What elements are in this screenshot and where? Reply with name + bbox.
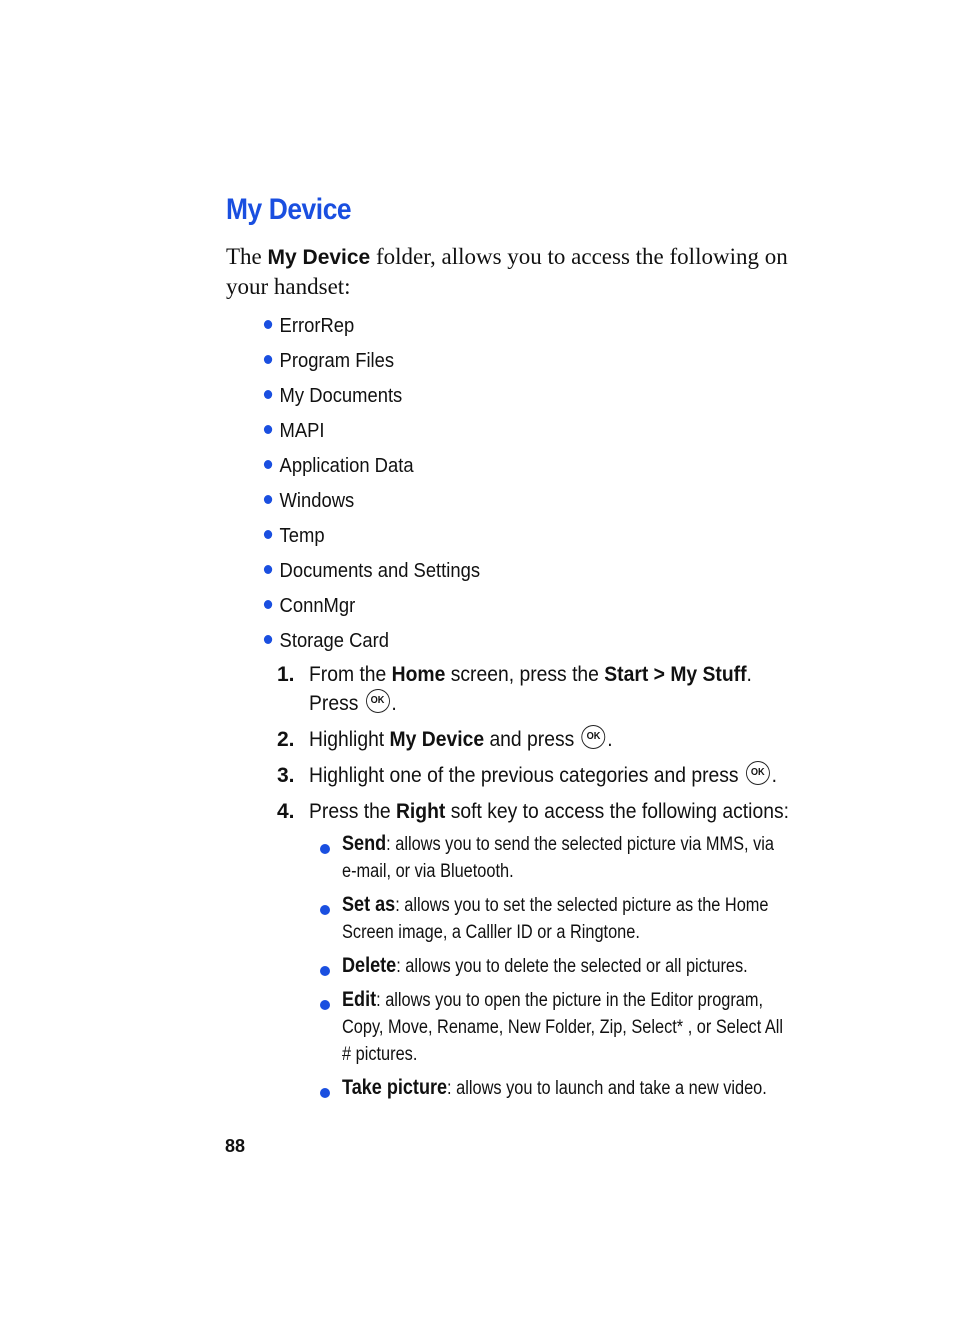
folder-label: Program Files [279,350,395,372]
action-edit [318,986,818,1068]
folder-label: Temp [279,525,325,547]
step-text-part: Highlight [309,728,390,751]
bullet-icon [264,355,272,364]
step-text-part: and press [484,728,580,751]
step-list [277,660,817,833]
folder-label: Documents and Settings [279,560,481,582]
action-delete [318,952,818,980]
step-bold: Right [395,800,446,823]
action-desc: : allows you to set the selected picture as the Home Screen image, a Calller ID or a Ringtone. [342,895,769,943]
action-term: Delete [342,954,397,977]
action-text [342,986,789,1068]
bullet-icon [264,600,272,609]
bullet-icon [320,966,330,976]
action-desc: : allows you to launch and take a new video. [447,1078,767,1099]
bullet-icon [264,390,272,399]
folder-label: Storage Card [279,630,390,652]
bullet-icon [264,565,272,574]
step-text-part: . [607,728,613,751]
bullet-icon [320,1088,330,1098]
list-item [263,626,480,661]
step-bold: Home [391,663,446,686]
action-desc: : allows you to send the selected picture via MMS, via e-mail, or via Bluetooth. [342,834,774,882]
folder-label: My Documents [279,385,403,407]
action-text [342,1074,789,1102]
list-item [263,451,480,486]
step-text-part: . Press [309,663,752,715]
bullet-icon [264,425,272,434]
ok-key-icon: OK [366,689,390,713]
step-text [309,797,806,826]
step-text-part: . [391,692,397,715]
list-item [263,521,480,556]
intro-paragraph [226,242,806,301]
step-number: 1. [277,663,295,686]
action-desc: : allows you to delete the selected or all pictures. [396,956,748,977]
folder-label: MAPI [279,420,325,442]
list-item [263,416,480,451]
bullet-icon [320,844,330,854]
bullet-icon [264,530,272,539]
step-text-part: Press the [309,800,396,823]
ok-key-icon: OK [582,725,606,749]
step-text-part: soft key to access the following actions: [445,800,789,823]
action-text [342,952,789,980]
bullet-icon [264,495,272,504]
step-text-part: . [771,764,777,787]
intro-before: The [226,244,268,269]
action-send [318,830,818,885]
folder-label: ErrorRep [279,315,355,337]
action-term: Send [342,832,387,855]
folder-label: ConnMgr [279,595,356,617]
intro-after: folder, allows you to access the following on your handset: [226,244,788,299]
step-1 [277,660,817,718]
step-text-part: screen, press the [445,663,605,686]
step-text [309,761,806,790]
list-item [263,486,480,521]
action-text [342,830,789,885]
list-item [263,346,480,381]
step-text [309,660,806,718]
step-bold: Start > My Stuff [604,663,747,686]
step-text [309,725,806,754]
ok-key-icon: OK [746,761,770,785]
action-term: Set as [342,893,396,916]
step-number: 3. [277,764,295,787]
folder-label: Application Data [279,455,414,477]
folder-list [263,311,499,661]
action-list [318,830,818,1108]
step-text-part: Highlight one of the previous categories and press [309,764,744,787]
step-number: 2. [277,728,295,751]
step-4 [277,797,817,826]
list-item [263,591,480,626]
folder-label: Windows [279,490,355,512]
action-text [342,891,789,946]
bullet-icon [264,460,272,469]
intro-bold: My Device [267,246,371,269]
page-number: 88 [225,1136,246,1156]
action-term: Edit [342,988,377,1011]
step-3 [277,761,817,790]
action-take-picture [318,1074,818,1102]
list-item [263,381,480,416]
action-set-as [318,891,818,946]
step-number: 4. [277,800,295,823]
bullet-icon [320,1000,330,1010]
list-item [263,311,480,346]
action-term: Take picture [342,1076,448,1099]
bullet-icon [320,905,330,915]
step-2 [277,725,817,754]
bullet-icon [264,320,272,329]
action-desc: : allows you to open the picture in the Editor program, Copy, Move, Rename, New Folder, Zip, Select* , or Select All # pictures. [342,990,784,1065]
step-text-part: From the [309,663,392,686]
list-item [263,556,480,591]
bullet-icon [264,635,272,644]
step-bold: My Device [389,728,485,751]
section-title: My Device [226,193,352,226]
